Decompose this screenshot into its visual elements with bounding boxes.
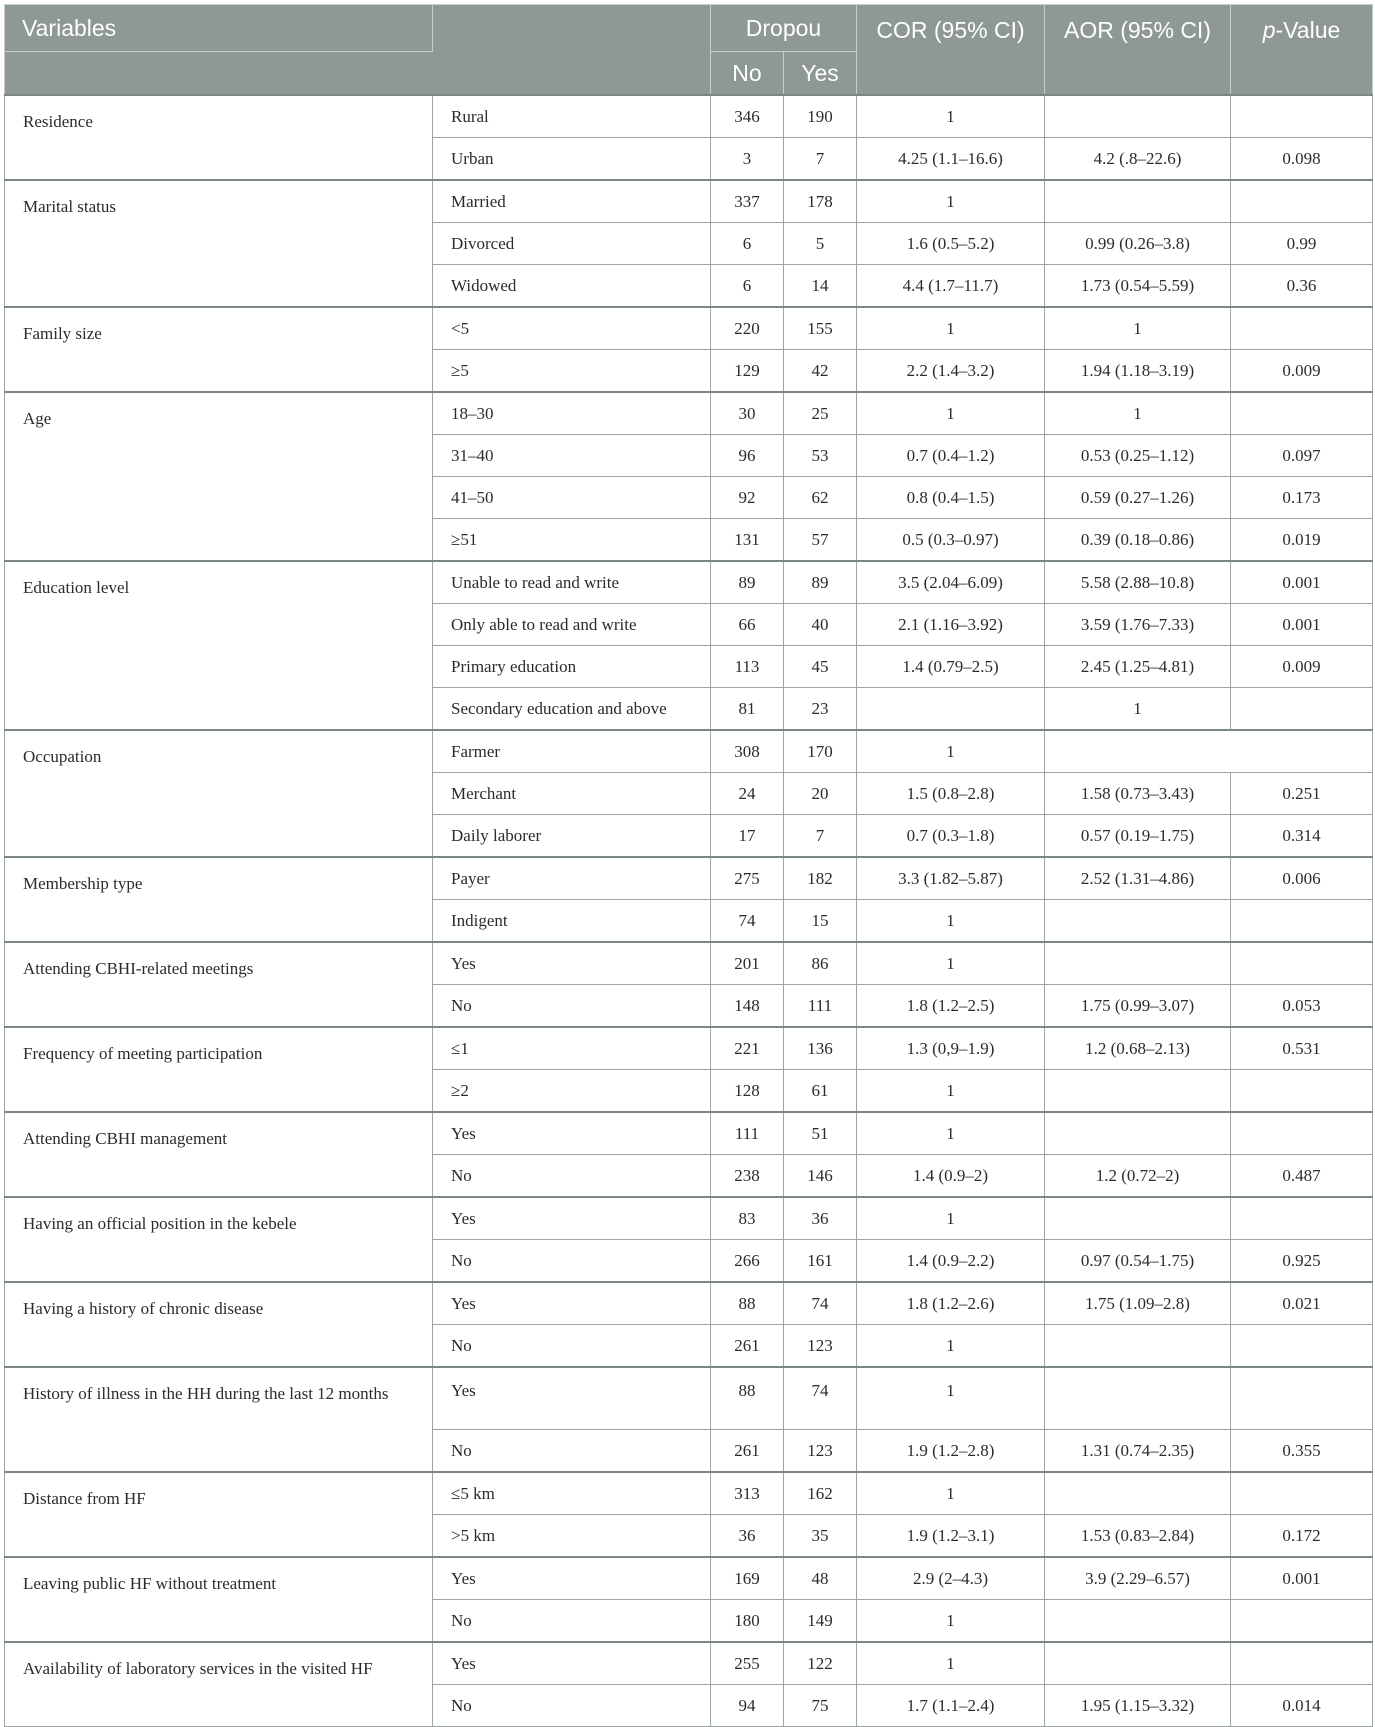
dropout-yes-cell: 123 <box>784 1325 857 1368</box>
p-value-cell <box>1231 942 1373 985</box>
dropout-no-cell: 30 <box>711 392 784 435</box>
dropout-yes-cell: 182 <box>784 857 857 900</box>
aor-cell: 5.58 (2.88–10.8) <box>1045 561 1231 604</box>
table-row <box>5 1557 1373 1600</box>
dropout-yes-cell: 14 <box>784 265 857 308</box>
p-value-cell: 0.009 <box>1231 646 1373 688</box>
dropout-no-cell: 92 <box>711 477 784 519</box>
dropout-yes-cell: 136 <box>784 1027 857 1070</box>
cor-cell: 0.7 (0.3–1.8) <box>857 815 1045 858</box>
table-row <box>5 1472 1373 1515</box>
dropout-yes-cell: 7 <box>784 815 857 858</box>
aor-cell: 0.53 (0.25–1.12) <box>1045 435 1231 477</box>
p-value-cell <box>1231 1642 1373 1685</box>
cor-cell: 1.9 (1.2–2.8) <box>857 1430 1045 1473</box>
dropout-yes-cell: 57 <box>784 519 857 562</box>
aor-cell <box>1045 1472 1231 1515</box>
table-header <box>5 5 1373 96</box>
p-value-cell: 0.001 <box>1231 1557 1373 1600</box>
aor-cell <box>1045 1197 1231 1240</box>
dropout-yes-cell: 190 <box>784 95 857 138</box>
dropout-yes-cell: 45 <box>784 646 857 688</box>
variable-name: Attending CBHI-related meetings <box>5 942 433 1027</box>
dropout-no-cell: 6 <box>711 223 784 265</box>
header-cor: COR (95% CI) <box>857 5 1045 96</box>
cor-cell: 1 <box>857 392 1045 435</box>
category-cell: >5 km <box>433 1515 711 1558</box>
cor-cell: 1.9 (1.2–3.1) <box>857 1515 1045 1558</box>
table-row <box>5 95 1373 138</box>
p-value-cell <box>1231 307 1373 350</box>
category-cell: 18–30 <box>433 392 711 435</box>
category-cell: Yes <box>433 1557 711 1600</box>
cor-cell: 2.1 (1.16–3.92) <box>857 604 1045 646</box>
dropout-no-cell: 201 <box>711 942 784 985</box>
aor-cell: 1.94 (1.18–3.19) <box>1045 350 1231 393</box>
p-value-cell <box>1231 180 1373 223</box>
cor-cell: 2.2 (1.4–3.2) <box>857 350 1045 393</box>
p-value-cell: 0.009 <box>1231 350 1373 393</box>
aor-cell: 1.75 (0.99–3.07) <box>1045 985 1231 1028</box>
dropout-no-cell: 88 <box>711 1367 784 1430</box>
category-cell: <5 <box>433 307 711 350</box>
dropout-no-cell: 313 <box>711 1472 784 1515</box>
dropout-no-cell: 83 <box>711 1197 784 1240</box>
category-cell: ≤1 <box>433 1027 711 1070</box>
dropout-yes-cell: 123 <box>784 1430 857 1473</box>
dropout-no-cell: 129 <box>711 350 784 393</box>
regression-table <box>4 4 1373 1727</box>
p-value-cell: 0.487 <box>1231 1155 1373 1198</box>
cor-cell: 3.5 (2.04–6.09) <box>857 561 1045 604</box>
variable-name: Having a history of chronic disease <box>5 1282 433 1367</box>
dropout-no-cell: 88 <box>711 1282 784 1325</box>
dropout-yes-cell: 122 <box>784 1642 857 1685</box>
dropout-yes-cell: 61 <box>784 1070 857 1113</box>
category-cell: Yes <box>433 1112 711 1155</box>
header-category-blank <box>433 5 711 96</box>
cor-cell: 1 <box>857 1197 1045 1240</box>
dropout-no-cell: 96 <box>711 435 784 477</box>
dropout-no-cell: 36 <box>711 1515 784 1558</box>
cor-cell: 1.5 (0.8–2.8) <box>857 773 1045 815</box>
dropout-yes-cell: 161 <box>784 1240 857 1283</box>
aor-cell: 1.2 (0.72–2) <box>1045 1155 1231 1198</box>
dropout-yes-cell: 74 <box>784 1367 857 1430</box>
p-value-cell: 0.053 <box>1231 985 1373 1028</box>
p-value-cell: 0.001 <box>1231 604 1373 646</box>
cor-cell: 1 <box>857 1642 1045 1685</box>
p-value-cell <box>1231 1325 1373 1368</box>
table-row <box>5 730 1373 773</box>
p-value-cell <box>1231 1472 1373 1515</box>
p-value-cell: 0.36 <box>1231 265 1373 308</box>
category-cell: No <box>433 1240 711 1283</box>
cor-cell: 1 <box>857 180 1045 223</box>
aor-cell: 0.59 (0.27–1.26) <box>1045 477 1231 519</box>
dropout-no-cell: 6 <box>711 265 784 308</box>
variable-name: History of illness in the HH during the last 12 months <box>5 1367 433 1472</box>
dropout-yes-cell: 48 <box>784 1557 857 1600</box>
cor-cell: 1 <box>857 1112 1045 1155</box>
header-p-value <box>1231 5 1373 96</box>
aor-cell <box>1045 1642 1231 1685</box>
p-value-cell: 0.355 <box>1231 1430 1373 1473</box>
p-value-cell <box>1231 1070 1373 1113</box>
aor-cell: 1.75 (1.09–2.8) <box>1045 1282 1231 1325</box>
table-row <box>5 1112 1373 1155</box>
aor-cell: 1.73 (0.54–5.59) <box>1045 265 1231 308</box>
category-cell: Payer <box>433 857 711 900</box>
cor-cell: 0.5 (0.3–0.97) <box>857 519 1045 562</box>
dropout-no-cell: 180 <box>711 1600 784 1643</box>
p-value-cell <box>1231 95 1373 138</box>
dropout-no-cell: 131 <box>711 519 784 562</box>
aor-cell: 1.95 (1.15–3.32) <box>1045 1685 1231 1727</box>
dropout-no-cell: 81 <box>711 688 784 731</box>
dropout-no-cell: 89 <box>711 561 784 604</box>
dropout-yes-cell: 35 <box>784 1515 857 1558</box>
cor-cell: 1 <box>857 307 1045 350</box>
category-cell: No <box>433 1155 711 1198</box>
cor-cell: 1 <box>857 1325 1045 1368</box>
header-yes: Yes <box>784 52 857 96</box>
category-cell: Yes <box>433 1197 711 1240</box>
variable-name: Distance from HF <box>5 1472 433 1557</box>
category-cell: No <box>433 1325 711 1368</box>
cor-cell: 0.7 (0.4–1.2) <box>857 435 1045 477</box>
cor-cell: 1 <box>857 1472 1045 1515</box>
dropout-no-cell: 17 <box>711 815 784 858</box>
p-value-cell <box>1231 688 1373 731</box>
header-variables: Variables <box>5 5 433 52</box>
cor-cell: 1.4 (0.79–2.5) <box>857 646 1045 688</box>
cor-cell: 1.8 (1.2–2.6) <box>857 1282 1045 1325</box>
p-value-cell <box>1231 1367 1373 1430</box>
variable-name: Education level <box>5 561 433 730</box>
dropout-yes-cell: 15 <box>784 900 857 943</box>
p-value-cell <box>1231 1600 1373 1643</box>
table-row <box>5 857 1373 900</box>
dropout-yes-cell: 74 <box>784 1282 857 1325</box>
cor-cell: 1.6 (0.5–5.2) <box>857 223 1045 265</box>
aor-cell: 1 <box>1045 688 1231 731</box>
dropout-no-cell: 261 <box>711 1325 784 1368</box>
aor-p-merged-cell <box>1045 730 1373 773</box>
category-cell: No <box>433 1600 711 1643</box>
aor-cell: 2.52 (1.31–4.86) <box>1045 857 1231 900</box>
header-dropout: Dropou <box>711 5 857 52</box>
dropout-yes-cell: 53 <box>784 435 857 477</box>
aor-cell: 2.45 (1.25–4.81) <box>1045 646 1231 688</box>
aor-cell: 4.2 (.8–22.6) <box>1045 138 1231 181</box>
dropout-yes-cell: 162 <box>784 1472 857 1515</box>
cor-cell: 1.7 (1.1–2.4) <box>857 1685 1045 1727</box>
dropout-yes-cell: 42 <box>784 350 857 393</box>
p-value-cell: 0.097 <box>1231 435 1373 477</box>
dropout-no-cell: 275 <box>711 857 784 900</box>
category-cell: Yes <box>433 1282 711 1325</box>
dropout-no-cell: 24 <box>711 773 784 815</box>
aor-cell: 1 <box>1045 307 1231 350</box>
category-cell: Yes <box>433 1367 711 1430</box>
cor-cell: 1 <box>857 730 1045 773</box>
dropout-yes-cell: 155 <box>784 307 857 350</box>
p-value-cell: 0.251 <box>1231 773 1373 815</box>
variable-name: Availability of laboratory services in the visited HF <box>5 1642 433 1727</box>
dropout-yes-cell: 86 <box>784 942 857 985</box>
p-value-cell: 0.314 <box>1231 815 1373 858</box>
dropout-no-cell: 169 <box>711 1557 784 1600</box>
p-value-cell: 0.99 <box>1231 223 1373 265</box>
category-cell: Secondary education and above <box>433 688 711 731</box>
aor-cell: 3.9 (2.29–6.57) <box>1045 1557 1231 1600</box>
p-value-cell: 0.531 <box>1231 1027 1373 1070</box>
category-cell: No <box>433 1685 711 1727</box>
table-row <box>5 1367 1373 1430</box>
cor-cell: 2.9 (2–4.3) <box>857 1557 1045 1600</box>
dropout-yes-cell: 5 <box>784 223 857 265</box>
table-row <box>5 1282 1373 1325</box>
table-container <box>4 4 1373 1727</box>
aor-cell <box>1045 900 1231 943</box>
p-value-suffix: -Value <box>1275 17 1341 43</box>
category-cell: ≥2 <box>433 1070 711 1113</box>
p-value-cell: 0.098 <box>1231 138 1373 181</box>
dropout-no-cell: 220 <box>711 307 784 350</box>
dropout-no-cell: 238 <box>711 1155 784 1198</box>
p-value-cell: 0.173 <box>1231 477 1373 519</box>
aor-cell <box>1045 942 1231 985</box>
category-cell: Only able to read and write <box>433 604 711 646</box>
variable-name: Attending CBHI management <box>5 1112 433 1197</box>
p-value-cell: 0.021 <box>1231 1282 1373 1325</box>
dropout-no-cell: 255 <box>711 1642 784 1685</box>
dropout-no-cell: 111 <box>711 1112 784 1155</box>
cor-cell: 1.4 (0.9–2.2) <box>857 1240 1045 1283</box>
p-value-cell: 0.019 <box>1231 519 1373 562</box>
category-cell: Unable to read and write <box>433 561 711 604</box>
variable-name: Marital status <box>5 180 433 307</box>
table-row <box>5 561 1373 604</box>
table-row <box>5 1027 1373 1070</box>
variable-name: Age <box>5 392 433 561</box>
p-value-cell <box>1231 900 1373 943</box>
category-cell: Married <box>433 180 711 223</box>
aor-cell: 0.97 (0.54–1.75) <box>1045 1240 1231 1283</box>
variable-name: Membership type <box>5 857 433 942</box>
table-row <box>5 180 1373 223</box>
dropout-yes-cell: 178 <box>784 180 857 223</box>
table-row <box>5 307 1373 350</box>
header-aor: AOR (95% CI) <box>1045 5 1231 96</box>
aor-cell <box>1045 95 1231 138</box>
cor-cell: 1 <box>857 1600 1045 1643</box>
dropout-yes-cell: 75 <box>784 1685 857 1727</box>
dropout-no-cell: 261 <box>711 1430 784 1473</box>
p-value-cell: 0.006 <box>1231 857 1373 900</box>
category-cell: Yes <box>433 942 711 985</box>
cor-cell: 1 <box>857 95 1045 138</box>
aor-cell: 1.31 (0.74–2.35) <box>1045 1430 1231 1473</box>
cor-cell: 1 <box>857 1367 1045 1430</box>
category-cell: Daily laborer <box>433 815 711 858</box>
cor-cell: 0.8 (0.4–1.5) <box>857 477 1045 519</box>
aor-cell <box>1045 1112 1231 1155</box>
cor-cell: 1 <box>857 1070 1045 1113</box>
dropout-no-cell: 66 <box>711 604 784 646</box>
dropout-no-cell: 308 <box>711 730 784 773</box>
cor-cell: 4.25 (1.1–16.6) <box>857 138 1045 181</box>
variable-name: Having an official position in the kebele <box>5 1197 433 1282</box>
aor-cell: 3.59 (1.76–7.33) <box>1045 604 1231 646</box>
dropout-yes-cell: 20 <box>784 773 857 815</box>
cor-cell: 3.3 (1.82–5.87) <box>857 857 1045 900</box>
variable-name: Leaving public HF without treatment <box>5 1557 433 1642</box>
aor-cell: 1.2 (0.68–2.13) <box>1045 1027 1231 1070</box>
cor-cell: 4.4 (1.7–11.7) <box>857 265 1045 308</box>
p-value-cell <box>1231 392 1373 435</box>
aor-cell <box>1045 1070 1231 1113</box>
category-cell: Indigent <box>433 900 711 943</box>
aor-cell: 0.57 (0.19–1.75) <box>1045 815 1231 858</box>
cor-cell: 1.3 (0,9–1.9) <box>857 1027 1045 1070</box>
dropout-yes-cell: 111 <box>784 985 857 1028</box>
dropout-yes-cell: 89 <box>784 561 857 604</box>
dropout-yes-cell: 40 <box>784 604 857 646</box>
header-no: No <box>711 52 784 96</box>
p-value-cell: 0.001 <box>1231 561 1373 604</box>
aor-cell <box>1045 180 1231 223</box>
aor-cell <box>1045 1600 1231 1643</box>
cor-cell: 1 <box>857 900 1045 943</box>
dropout-yes-cell: 7 <box>784 138 857 181</box>
aor-cell <box>1045 1325 1231 1368</box>
dropout-no-cell: 94 <box>711 1685 784 1727</box>
category-cell: Divorced <box>433 223 711 265</box>
category-cell: No <box>433 985 711 1028</box>
p-value-cell: 0.014 <box>1231 1685 1373 1727</box>
aor-cell: 0.99 (0.26–3.8) <box>1045 223 1231 265</box>
table-row <box>5 942 1373 985</box>
category-cell: ≥51 <box>433 519 711 562</box>
cor-cell: 1 <box>857 942 1045 985</box>
dropout-no-cell: 221 <box>711 1027 784 1070</box>
aor-cell: 1 <box>1045 392 1231 435</box>
aor-cell: 0.39 (0.18–0.86) <box>1045 519 1231 562</box>
table-row <box>5 392 1373 435</box>
variable-name: Occupation <box>5 730 433 857</box>
dropout-no-cell: 266 <box>711 1240 784 1283</box>
table-body <box>5 95 1373 1727</box>
category-cell: Merchant <box>433 773 711 815</box>
p-italic: p <box>1262 17 1276 43</box>
p-value-cell: 0.172 <box>1231 1515 1373 1558</box>
dropout-yes-cell: 170 <box>784 730 857 773</box>
dropout-no-cell: 337 <box>711 180 784 223</box>
category-cell: Yes <box>433 1642 711 1685</box>
dropout-no-cell: 74 <box>711 900 784 943</box>
p-value-cell: 0.925 <box>1231 1240 1373 1283</box>
dropout-yes-cell: 146 <box>784 1155 857 1198</box>
variable-name: Family size <box>5 307 433 392</box>
variable-name: Frequency of meeting participation <box>5 1027 433 1112</box>
category-cell: No <box>433 1430 711 1473</box>
aor-cell: 1.53 (0.83–2.84) <box>1045 1515 1231 1558</box>
aor-cell: 1.58 (0.73–3.43) <box>1045 773 1231 815</box>
cor-cell: 1.4 (0.9–2) <box>857 1155 1045 1198</box>
dropout-yes-cell: 23 <box>784 688 857 731</box>
table-row <box>5 1642 1373 1685</box>
dropout-no-cell: 148 <box>711 985 784 1028</box>
table-row <box>5 1197 1373 1240</box>
category-cell: Farmer <box>433 730 711 773</box>
dropout-no-cell: 3 <box>711 138 784 181</box>
category-cell: Rural <box>433 95 711 138</box>
category-cell: 41–50 <box>433 477 711 519</box>
dropout-yes-cell: 25 <box>784 392 857 435</box>
category-cell: 31–40 <box>433 435 711 477</box>
p-value-cell <box>1231 1197 1373 1240</box>
category-cell: Widowed <box>433 265 711 308</box>
dropout-no-cell: 113 <box>711 646 784 688</box>
aor-cell <box>1045 1367 1231 1430</box>
dropout-yes-cell: 51 <box>784 1112 857 1155</box>
category-cell: Urban <box>433 138 711 181</box>
category-cell: ≤5 km <box>433 1472 711 1515</box>
cor-cell: 1.8 (1.2–2.5) <box>857 985 1045 1028</box>
cor-cell <box>857 688 1045 731</box>
p-value-cell <box>1231 1112 1373 1155</box>
dropout-yes-cell: 149 <box>784 1600 857 1643</box>
header-variables-blank <box>5 52 433 96</box>
category-cell: ≥5 <box>433 350 711 393</box>
dropout-yes-cell: 62 <box>784 477 857 519</box>
dropout-no-cell: 128 <box>711 1070 784 1113</box>
category-cell: Primary education <box>433 646 711 688</box>
dropout-yes-cell: 36 <box>784 1197 857 1240</box>
variable-name: Residence <box>5 95 433 180</box>
dropout-no-cell: 346 <box>711 95 784 138</box>
